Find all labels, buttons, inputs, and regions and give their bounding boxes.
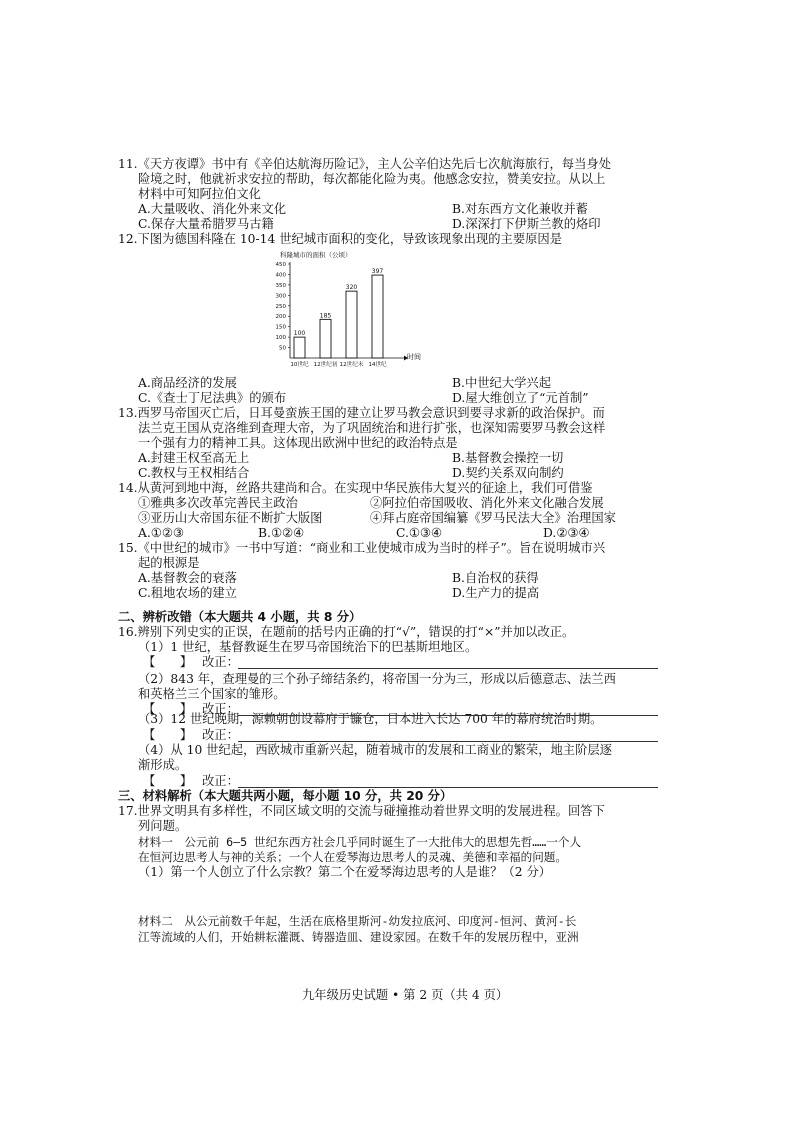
cologne-area-chart [266, 250, 421, 372]
q17-m2a-text: 材料二 从公元前数千年起，生活在底格里斯河-幼发拉底河、印度河-恒河、黄河-长 [138, 914, 577, 928]
chart-title: 科隆城市的面积（公顷） [280, 251, 352, 259]
q16-s3-text: （3）12 世纪晚期，源赖朝创设幕府于镰仓，日本进入长达 700 年的幕府统治时期。 [138, 712, 603, 726]
q12-A-text: A.商品经济的发展 [138, 376, 237, 390]
q15-A-text: A.基督教会的衰落 [138, 571, 237, 585]
q15-B-text: B.自治权的获得 [452, 571, 539, 585]
q16-s2b-text: 和英格兰三个国家的雏形。 [138, 687, 286, 701]
q13-l3-text: 一个强有力的精神工具。这体现出欧洲中世纪的政治特点是 [138, 436, 458, 450]
q13-B-text: B.基督教会操控一切 [452, 451, 564, 465]
category-label: 12世纪初 [313, 362, 338, 368]
q14-o3-text: ③亚历山大帝国东征不断扩大版图 [138, 511, 323, 525]
q11-C-text: C.保存大量希腊罗马古籍 [138, 217, 274, 231]
bar-value-label: 100 [293, 330, 306, 338]
y-tick-label: 450 [275, 262, 286, 268]
q12-B-text: B.中世纪大学兴起 [452, 376, 552, 390]
category-label: 14世纪 [368, 362, 387, 368]
q17-m2b-text: 江等流域的人们，开始耕耘灌溉、铸器造皿、建设家园。在数千年的发展历程中，亚洲 [138, 930, 579, 944]
y-tick-label: 350 [275, 282, 286, 289]
y-tick-label: 250 [275, 303, 286, 310]
q14-o4-text: ④拜占庭帝国编纂《罗马民法大全》治理国家 [370, 511, 616, 525]
q16-r4-answer-line[interactable] [238, 787, 658, 788]
q16-r4-correction-label: 改正： [202, 774, 239, 788]
q14-B-text: B.①②④ [258, 526, 305, 540]
q14-A-text: A.①②③ [138, 526, 184, 540]
y-tick-label: 300 [275, 293, 286, 300]
q13-A-text: A.封建王权至高无上 [138, 451, 250, 465]
q17-l2-text: 列问题。 [138, 819, 188, 833]
y-tick-label: 100 [275, 335, 286, 342]
bar [320, 319, 331, 358]
sec3-title-text: 三、材料解析（本大题共两小题，每小题 10 分，共 20 分） [118, 789, 453, 803]
q12-l1-text: 12.下图为德国科隆在 10-14 世纪城市面积的变化，导致该现象出现的主要原因是 [118, 232, 563, 246]
q16-r2-bracket: 【 】 [143, 702, 193, 716]
bar-value-label: 185 [319, 312, 332, 320]
q17-m1a-text: 材料一 公元前 6—5 世纪东西方社会几乎同时诞生了一大批伟大的思想先哲……一个人 [138, 835, 582, 849]
sec2-title-text: 二、辨析改错（本大题共 4 小题，共 8 分） [118, 610, 362, 624]
q14-C-text: C.①③④ [396, 526, 442, 540]
q14-o2-text: ②阿拉伯帝国吸收、消化外来文化融合发展 [370, 496, 604, 510]
q16-s4b-text: 渐形成。 [138, 758, 188, 772]
q14-o1-text: ①雅典多次改革完善民主政治 [138, 496, 298, 510]
q11-l2-text: 险境之时，他就祈求安拉的帮助，每次都能化险为夷。他感念安拉，赞美安拉。从以上 [138, 172, 606, 186]
q11-l1-text: 11.《天方夜谭》书中有《辛伯达航海历险记》，主人公辛伯达先后七次航海旅行，每当身处 [118, 157, 611, 171]
q17-m1b-text: 在恒河边思考人与神的关系；一个人在爱琴海边思考人的灵魂、美德和幸福的问题。 [138, 850, 567, 864]
q11-D-text: D.深深打下伊斯兰教的烙印 [452, 217, 601, 231]
chart-x-axis-label: 时间 [407, 353, 421, 361]
q12-C-text: C.《查士丁尼法典》的颁布 [138, 391, 287, 405]
bar [346, 291, 357, 358]
q15-l1-text: 15.《中世纪的城市》一书中写道：“商业和工业使城市成为当时的样子”。旨在说明城市兴 [118, 541, 606, 555]
q16-s1-text: （1）1 世纪，基督教诞生在罗马帝国统治下的巴基斯坦地区。 [138, 640, 478, 654]
bar-value-label: 397 [371, 268, 384, 276]
q14-l1-text: 14.从黄河到地中海，丝路共建尚和合。在实现中华民族伟大复兴的征途上，我们可借鉴 [118, 481, 593, 495]
footer-text: 九年级历史试题 • 第 2 页（共 4 页） [302, 988, 509, 1002]
q16-l1-text: 16.辨别下列史实的正误，在题前的括号内正确的打“√”，错误的打“×”并加以改正。 [118, 625, 575, 639]
bar [294, 337, 305, 358]
category-label: 10世纪 [290, 362, 309, 368]
bar-value-label: 320 [345, 284, 358, 292]
q16-r1-bracket: 【 】 [143, 655, 193, 669]
q11-A-text: A.大量吸收、消化外来文化 [138, 202, 287, 216]
q16-r2-correction-label: 改正： [202, 702, 239, 716]
q16-r1-correction-label: 改正： [202, 655, 239, 669]
q16-r3-answer-line[interactable] [238, 741, 658, 742]
q12-D-text: D.屋大维创立了“元首制” [452, 391, 589, 405]
q14-D-text: D.②③④ [543, 526, 590, 540]
y-tick-label: 400 [275, 272, 286, 279]
bar [372, 275, 383, 358]
q16-r4-bracket: 【 】 [143, 774, 193, 788]
y-tick-label: 200 [275, 314, 286, 321]
y-tick-label: 50 [279, 345, 286, 352]
q17-q1-text: （1）第一个人创立了什么宗教？第二个在爱琴海边思考的人是谁？（2 分） [138, 865, 552, 879]
q15-C-text: C.租地农场的建立 [138, 586, 237, 600]
q16-r1-answer-line[interactable] [238, 668, 658, 669]
q16-r2-answer-line[interactable] [238, 715, 658, 716]
q16-s2a-text: （2）843 年，查理曼的三个孙子缔结条约，将帝国一分为三，形成以后德意志、法兰西 [138, 672, 616, 686]
q13-l2-text: 法兰克王国从克洛维到查理大帝，为了巩固统治和进行扩张，也深知需要罗马教会这样 [138, 421, 606, 435]
q13-C-text: C.教权与王权相结合 [138, 466, 250, 480]
q16-r3-bracket: 【 】 [143, 728, 193, 742]
q16-r3-correction-label: 改正： [202, 728, 239, 742]
q17-l1-text: 17.世界文明具有多样性，不同区域文明的交流与碰撞推动着世界文明的发展进程。回答下 [118, 804, 605, 818]
q13-D-text: D.契约关系双向制约 [452, 466, 564, 480]
y-tick-label: 150 [275, 324, 286, 331]
q13-l1-text: 13.西罗马帝国灭亡后，日耳曼蛮族王国的建立让罗马教会意识到要寻求新的政治保护。而 [118, 406, 605, 420]
q11-B-text: B.对东西方文化兼收并蓄 [452, 202, 588, 216]
q15-l2-text: 起的根源是 [138, 556, 200, 570]
q15-D-text: D.生产力的提高 [452, 586, 540, 600]
q11-l3-text: 材料中可知阿拉伯文化 [138, 187, 261, 201]
category-label: 12世纪末 [339, 362, 364, 368]
q16-s4a-text: （4）从 10 世纪起，西欧城市重新兴起，随着城市的发展和工商业的繁荣，地主阶层逐 [138, 743, 612, 757]
